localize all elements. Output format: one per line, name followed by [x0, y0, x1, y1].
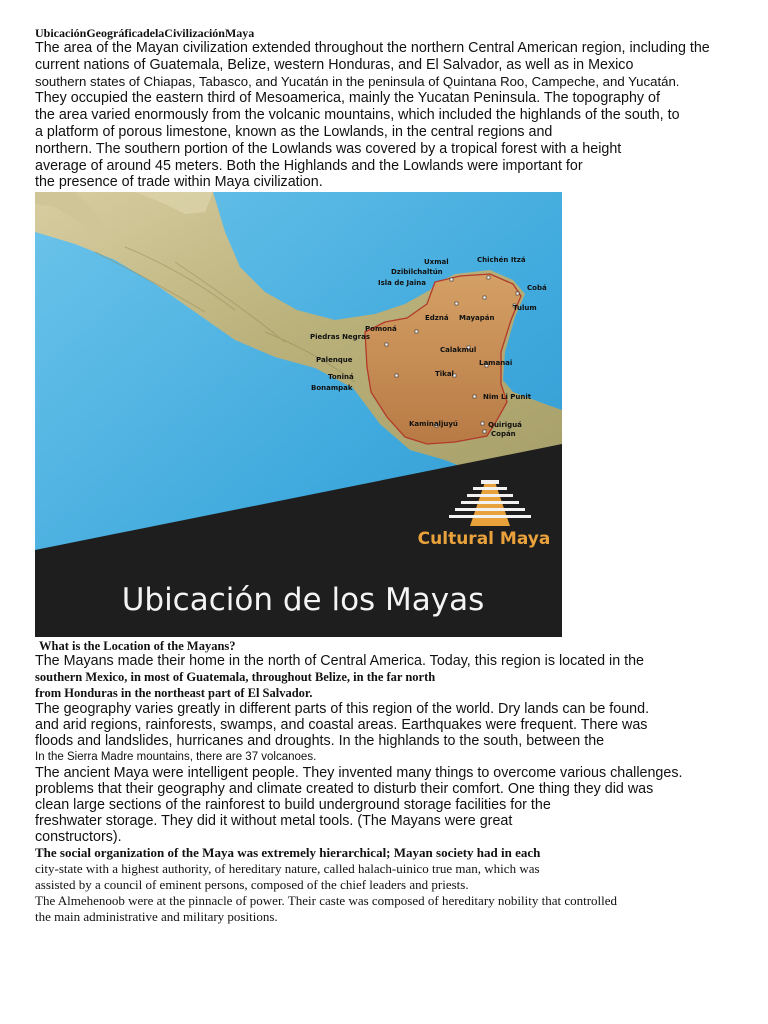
- map-site-label: Edzná: [425, 314, 449, 323]
- intro-line: a platform of porous limestone, known as the Lowlands, in the central regions and: [35, 123, 553, 140]
- document-heading: UbicaciónGeográficadelaCivilizaciónMaya: [35, 26, 255, 40]
- map-illustration: [35, 192, 562, 637]
- map-site-label: Tulum: [513, 304, 537, 313]
- location-line: and arid regions, rainforests, swamps, and coastal areas. Earthquakes were frequent. There was: [35, 717, 648, 734]
- map-site-label: Isla de Jaina: [378, 279, 426, 288]
- location-line: freshwater storage. They did it without metal tools. (The Mayans were great: [35, 813, 513, 830]
- location-paragraph: [35, 653, 735, 845]
- map-site-label: Lamanai: [479, 359, 513, 368]
- social-organization-paragraph: [35, 845, 735, 925]
- intro-paragraph: [35, 40, 735, 191]
- social-line: city-state with a highest authority, of hereditary nature, called halach-uinico true man, which was: [35, 861, 540, 877]
- intro-line: northern. The southern portion of the Lowlands was covered by a tropical forest with a height: [35, 140, 622, 157]
- social-line: assisted by a council of eminent persons, composed of the chief leaders and priests.: [35, 877, 469, 893]
- social-line: the main administrative and military positions.: [35, 909, 278, 925]
- map-site-label: Mayapán: [459, 314, 495, 323]
- location-line: constructors).: [35, 829, 122, 846]
- map-site-label: Chichén Itzá: [477, 256, 526, 265]
- location-line: The Mayans made their home in the north of Central America. Today, this region is located in the: [35, 653, 644, 670]
- map-site-label: Uxmal: [424, 258, 449, 267]
- map-site-label: Toniná: [328, 373, 354, 382]
- map-site-label: Quiriguá: [488, 421, 522, 430]
- banner-title: Ubicación de los Mayas: [121, 582, 485, 619]
- brand-name: Cultural Maya: [417, 529, 551, 550]
- map-site-label: Kaminaljuyú: [409, 420, 458, 429]
- location-line: clean large sections of the rainforest to build underground storage facilities for the: [35, 797, 551, 814]
- map-site-label: Palenque: [316, 356, 353, 365]
- intro-line: They occupied the eastern third of Mesoamerica, mainly the Yucatan Peninsula. The topography of: [35, 90, 660, 107]
- intro-line: southern states of Chiapas, Tabasco, and Yucatán in the peninsula of Quintana Roo, Campeche, and Yucatán.: [35, 73, 680, 89]
- location-line: problems that their geography and climate created to disturb their comfort. One thing they did was: [35, 781, 654, 798]
- map-site-label: Piedras Negras: [310, 333, 371, 342]
- social-line: The Almehenoob were at the pinnacle of power. Their caste was composed of hereditary nobility that controlled: [35, 893, 618, 909]
- social-line-bold: The social organization of the Maya was extremely hierarchical; Mayan society had in each: [35, 845, 541, 861]
- map-site-label: Calakmul: [440, 346, 477, 355]
- map-site-label: Dzibilchaltún: [391, 268, 443, 277]
- location-line: The ancient Maya were intelligent people. They invented many things to overcome various challenges.: [35, 765, 683, 782]
- intro-line: the area varied enormously from the volcanic mountains, which included the highlands of the south, to: [35, 107, 680, 124]
- location-line-small: In the Sierra Madre mountains, there are 37 volcanoes.: [35, 751, 317, 764]
- map-site-label: Bonampak: [311, 384, 353, 393]
- intro-line: The area of the Mayan civilization extended throughout the northern Central American region, including the: [35, 40, 710, 56]
- maya-map-image: [35, 192, 562, 637]
- map-site-label: Copán: [491, 430, 516, 439]
- map-site-label: Nim Li Punit: [483, 393, 532, 402]
- map-site-label: Cobá: [527, 284, 547, 293]
- map-site-label: Tikal: [435, 370, 454, 379]
- document-page: [35, 26, 735, 925]
- intro-line: average of around 45 meters. Both the Highlands and the Lowlands were important for: [35, 157, 583, 174]
- location-line: floods and landslides, hurricanes and droughts. In the highlands to the south, between the: [35, 733, 605, 750]
- location-line-bold: southern Mexico, in most of Guatemala, throughout Belize, in the far north: [35, 670, 436, 685]
- location-line-bold: from Honduras in the northeast part of El Salvador.: [35, 686, 313, 701]
- section-subheading: What is the Location of the Mayans?: [39, 639, 236, 654]
- map-site-label: Pomoná: [365, 325, 397, 334]
- intro-line: the presence of trade within Maya civilization.: [35, 174, 323, 191]
- intro-line: current nations of Guatemala, Belize, western Honduras, and El Salvador, as well as in Mexico: [35, 56, 634, 73]
- location-line: The geography varies greatly in different parts of this region of the world. Dry lands can be found.: [35, 701, 650, 718]
